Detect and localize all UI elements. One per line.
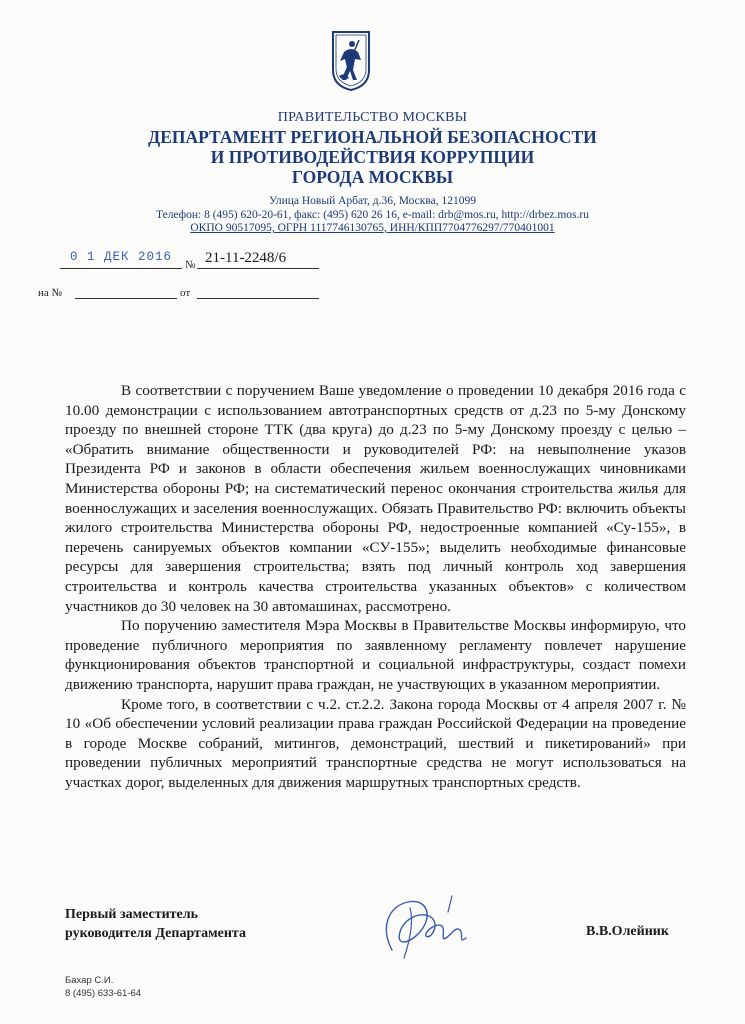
executor-name: Бахар С.И.	[65, 975, 114, 986]
date-stamp: 0 1 ДЕК 2016	[69, 250, 172, 264]
executor-phone: 8 (495) 633-61-64	[65, 987, 142, 999]
reference-number-line	[75, 298, 177, 299]
paragraph-1: В соответствии с поручением Ваше уведомление о проведении 10 декабря 2016 года с 10.00 демонстрации с использованием автотранспортных средств от д.23 по 5-му Донскому проезду по внешней стороне ТТК (два круга) до д.23 по 5-му Донскому проезду с целью – «Обратить внимание общественности и руководителей РФ: на невыполнение указов Президента РФ и законов в области обеспечения жильем военнослужащих чиновниками Министерства обороны РФ; на систематический перенос окончания строительства жилья для военнослужащих и заселения военнослужащих. Обязать Правительство РФ: включить объекты жилого строительства Министерства обороны РФ, недостроенные компанией «Су-155», в перечень санируемых объектов компании «СУ-155»; выделить необходимые финансовые ресурсы для завершения строительства; взять под личный контроль ход завершения строительства и контроль качества строительства указанных объектов» с количеством участников до 30 человек на 30 автомашинах, рассмотрено.	[65, 382, 686, 615]
reference-date-label: от	[180, 287, 191, 299]
signatory-title-line-1: Первый заместитель	[65, 907, 198, 922]
department-line-3: ГОРОДА МОСКВЫ	[291, 167, 454, 187]
department-line-1: ДЕПАРТАМЕНТ РЕГИОНАЛЬНОЙ БЕЗОПАСНОСТИ	[148, 127, 597, 147]
paragraph-3: Кроме того, в соответствии с ч.2. ст.2.2. Закона города Москвы от 4 апреля 2007 г. № 10 «Об обеспечении условий реализации права граждан Российской Федерации на проведение в городе Москве собраний, митингов, демонстраций, шествий и пикетирований» при проведении публичных мероприятий транспортные средства не могут использоваться на участках дорог, выделенных для движения маршрутных транспортных средств.	[65, 695, 686, 791]
department-line-2: И ПРОТИВОДЕЙСТВИЯ КОРРУПЦИИ	[210, 147, 535, 167]
registration-codes: ОКПО 90517095, ОГРН 1117746130765, ИНН/КПП7704776297/770401001	[190, 222, 555, 234]
reference-date-line	[197, 298, 319, 299]
letterhead-contacts	[0, 195, 745, 236]
moscow-coat-of-arms-icon	[331, 30, 371, 92]
address: Улица Новый Арбат, д.36, Москва, 121099	[268, 195, 476, 207]
outgoing-number: 21-11-2248/6	[205, 250, 287, 266]
government-name: ПРАВИТЕЛЬСТВО МОСКВЫ	[277, 110, 468, 125]
reference-number-label: на №	[38, 287, 63, 299]
number-label: №	[185, 259, 196, 271]
signatory-name: В.В.Олейник	[586, 924, 669, 939]
executor-info	[65, 975, 141, 1000]
date-line	[60, 268, 182, 269]
letter-body	[65, 381, 686, 792]
paragraph-2: По поручению заместителя Мэра Москвы в Правительстве Москвы информирую, что проведение публичного мероприятия по заявленному регламенту повлечет нарушение функционирования объектов транспортной и социальной инфраструктуры, создаст помехи движению транспорта, нарушит права граждан, не участвующих в указанном мероприятии.	[65, 617, 686, 693]
department-name	[0, 127, 745, 187]
signatory-title	[65, 905, 246, 943]
handwritten-signature-icon	[370, 888, 485, 968]
signatory-title-line-2: руководителя Департамента	[65, 926, 246, 941]
number-line	[197, 268, 319, 269]
contacts: Телефон: 8 (495) 620-20-61, факс: (495) 620 26 16, e-mail: drb@mos.ru, http://drbez.mos.ru	[156, 208, 589, 221]
